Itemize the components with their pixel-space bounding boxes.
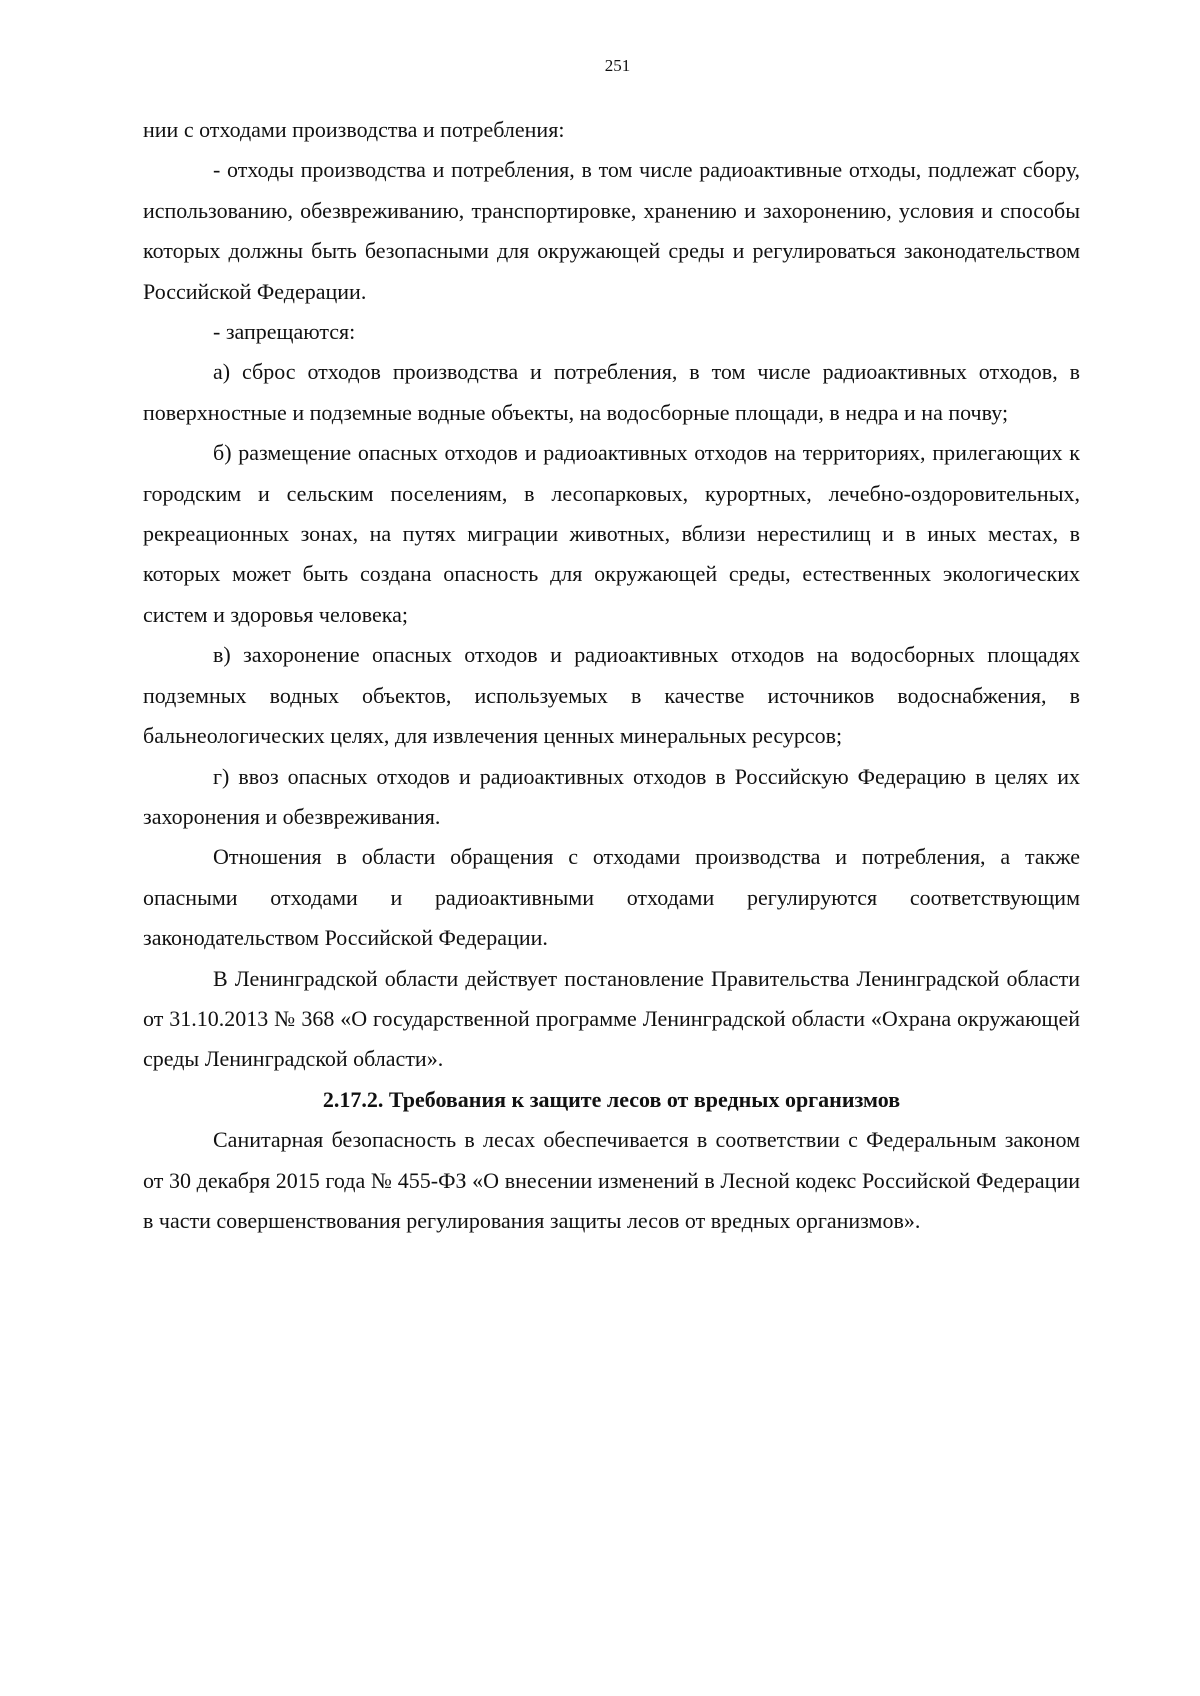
paragraph-leningrad-resolution: В Ленинградской области действует постановление Правительства Ленинградской области от 31.10.2013 № 368 «О государственной программе Ленинградской области «Охрана окружающей среды Ленинградской области». <box>143 965 1080 1072</box>
paragraph-continuation: нии с отходами производства и потребления: <box>143 117 565 142</box>
list-item-b: б) размещение опасных отходов и радиоактивных отходов на территориях, прилегающих к городским и сельским поселениям, в лесопарковых, курортных, лечебно-оздоровительных, рекреационных зонах, на путях миграции животных, вблизи нерестилищ и в иных местах, в которых может быть создана опасность для окружающей среды, естественных экологических систем и здоровья человека; <box>143 440 1080 627</box>
paragraph-regulation: Отношения в области обращения с отходами производства и потребления, а также опасными отходами и радиоактивными отходами регулируются соответствующим законодательством Российской Федерации. <box>143 844 1080 951</box>
section-heading: 2.17.2. Требования к защите лесов от вредных организмов <box>322 1086 901 1112</box>
paragraph-waste-handling: - отходы производства и потребления, в том числе радиоактивные отходы, подлежат сбору, использованию, обезвреживанию, транспортировке, хранению и захоронению, условия и способы которых должны быть безопасными для окружающей среды и регулироваться законодательством Российской Федерации. <box>143 157 1080 304</box>
list-item-a: а) сброс отходов производства и потребления, в том числе радиоактивных отходов, в поверхностные и подземные водные объекты, на водосборные площади, в недра и на почву; <box>143 359 1080 425</box>
page-number: 251 <box>604 56 631 75</box>
list-item-v: в) захоронение опасных отходов и радиоактивных отходов на водосборных площадях подземных водных объектов, используемых в качестве источников водоснабжения, в бальнеологических целях, для извлечения ценных минеральных ресурсов; <box>143 642 1080 749</box>
list-item-g: г) ввоз опасных отходов и радиоактивных отходов в Российскую Федерацию в целях их захоронения и обезвреживания. <box>143 763 1080 829</box>
paragraph-prohibited: - запрещаются: <box>213 319 356 345</box>
paragraph-sanitary-safety: Санитарная безопасность в лесах обеспечивается в соответствии с Федеральным законом от 30 декабря 2015 года № 455-ФЗ «О внесении изменений в Лесной кодекс Российской Федерации в части совершенствования регулирования защиты лесов от вредных организмов». <box>143 1127 1080 1233</box>
